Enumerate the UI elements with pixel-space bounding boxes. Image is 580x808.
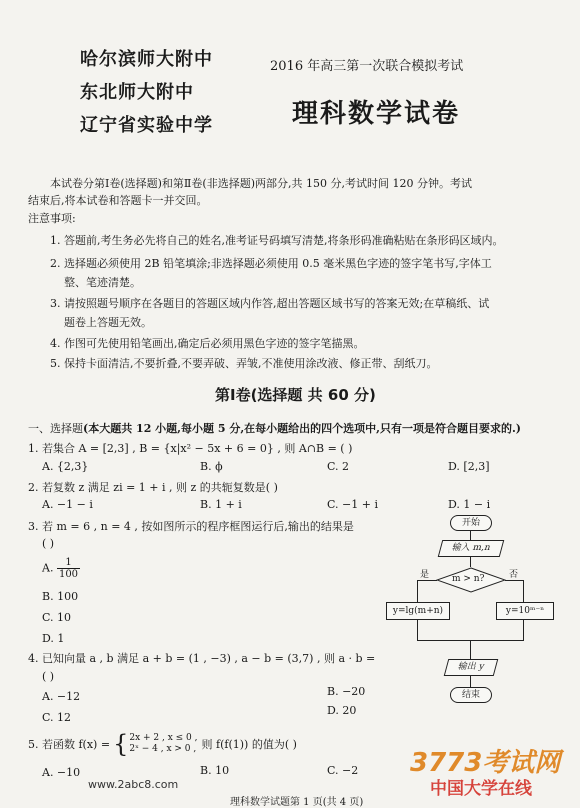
q4-option-c: C. 12: [42, 711, 72, 724]
flow-input: 输入 m,n: [438, 540, 505, 557]
q1-option-b: B. ϕ: [200, 460, 223, 473]
subject-title: 理科数学试卷: [292, 99, 461, 129]
flow-branch-right-down: [523, 580, 524, 602]
q2-option-c: C. −1 + i: [327, 498, 378, 511]
flow-merge-left: [417, 619, 418, 640]
q3-option-a-fraction: [57, 557, 80, 580]
q2-option-b: B. 1 + i: [200, 498, 242, 511]
flow-end: 结束: [450, 687, 492, 703]
flow-merge-right: [523, 619, 524, 640]
q3-option-a: [42, 557, 80, 580]
q5-brace: {: [113, 730, 129, 758]
q4-paren: ( ): [42, 670, 55, 683]
q3-option-b: B. 100: [42, 590, 79, 603]
q5-option-c: C. −2: [327, 764, 359, 777]
q3-option-a-prefix: A.: [42, 561, 54, 575]
school-name-3: 辽宁省实验中学: [80, 115, 213, 136]
q5-case-2: 2ˣ − 4 , x > 0 ,: [129, 744, 197, 754]
flow-yes-label: 是: [420, 570, 430, 580]
school-name-1: 哈尔滨师大附中: [80, 49, 213, 70]
instruction-prefix: 一、选择题: [28, 422, 83, 435]
watermark-brand: 3773考试网: [410, 748, 561, 778]
q3-option-c: C. 10: [42, 611, 72, 624]
q5-stem-suffix: 则 f(f(1)) 的值为( ): [201, 738, 297, 751]
q2-stem: 2. 若复数 z 满足 zi = 1 + i , 则 z 的共轭复数是( ): [28, 481, 278, 494]
flow-arrow: [470, 675, 471, 687]
section-title: 第Ⅰ卷(选择题 共 60 分): [215, 386, 376, 404]
q5-stem-prefix: 5. 若函数 f(x) =: [28, 738, 111, 751]
flow-arrow: [470, 556, 471, 567]
q5-cases: [129, 733, 197, 755]
flow-output: 输出 y: [444, 659, 499, 676]
q1-option-c: C. 2: [327, 460, 350, 473]
watermark-url: www.2abc8.com: [88, 778, 179, 791]
q3-paren: ( ): [42, 537, 55, 550]
q4-stem: 4. 已知向量 a , b 满足 a + b = (1 , −3) , a − b = (3,7) , 则 a · b =: [28, 652, 376, 665]
flow-start: 开始: [450, 515, 492, 531]
q5-stem: [28, 732, 297, 756]
q4-option-a: A. −12: [42, 690, 81, 703]
instruction-body: (本大题共 12 小题,每小题 5 分,在每小题给出的四个选项中,只有一项是符合题目要求的.): [83, 422, 522, 435]
flow-arrow: [470, 640, 471, 659]
q3-stem: 3. 若 m = 6 , n = 4 , 按如图所示的程序框图运行后,输出的结果是: [28, 520, 354, 533]
notes-label: 注意事项:: [28, 212, 76, 225]
flow-no-label: 否: [509, 570, 519, 580]
q1-option-a: A. {2,3}: [42, 460, 89, 473]
q3-option-d: D. 1: [42, 632, 65, 645]
q2-option-a: A. −1 − i: [42, 498, 93, 511]
q5-option-a: A. −10: [42, 766, 81, 779]
flow-branch-right: [505, 580, 524, 581]
flow-branch-left: [417, 580, 437, 581]
note-5: 5. 保持卡面清洁,不要折叠,不要弄破、弄皱,不准使用涂改液、修正带、刮纸刀。: [50, 357, 438, 370]
q1-option-d: D. [2,3]: [448, 460, 490, 473]
note-2: 2. 选择题必须使用 2B 铅笔填涂;非选择题必须使用 0.5 毫米黑色字迹的签字笔书写,字体工: [50, 257, 492, 270]
fraction-denominator: 100: [58, 569, 79, 580]
note-3-cont: 题卷上答题无效。: [64, 316, 152, 329]
watermark-cn: 中国大学在线: [430, 779, 532, 799]
q5-option-b: B. 10: [200, 764, 230, 777]
exam-name: 2016 年高三第一次联合模拟考试: [270, 59, 464, 74]
flow-box-right: y=10ᵐ⁻ⁿ: [496, 602, 554, 620]
note-3: 3. 请按照题号顺序在各题目的答题区域内作答,超出答题区域书写的答案无效;在草稿纸、试: [50, 297, 490, 310]
q2-option-d: D. 1 − i: [448, 498, 491, 511]
note-4: 4. 作图可先使用铅笔画出,确定后必须用黑色字迹的签字笔描黑。: [50, 337, 365, 350]
flow-arrow: [470, 530, 471, 540]
flow-branch-left-down: [417, 580, 418, 602]
intro-line-1: 本试卷分第Ⅰ卷(选择题)和第Ⅱ卷(非选择题)两部分,共 150 分,考试时间 120 分钟。考试: [50, 177, 472, 190]
section-instruction: [28, 420, 521, 436]
q4-option-d: D. 20: [327, 704, 357, 717]
page-info: 理科数学试题第 1 页(共 4 页): [230, 797, 364, 808]
flow-box-left: y=lg(m+n): [386, 602, 450, 620]
flow-decision: m > n?: [452, 574, 485, 584]
q4-option-b: B. −20: [327, 685, 366, 698]
fraction-numerator: 1: [57, 557, 80, 569]
note-1: 1. 答题前,考生务必先将自己的姓名,准考证号码填写清楚,将条形码准确粘贴在条形码区域内。: [50, 234, 504, 247]
intro-line-2: 结束后,将本试卷和答题卡一并交回。: [28, 194, 208, 207]
q5-case-1: 2x + 2 , x ≤ 0 ,: [129, 733, 198, 743]
q1-stem: 1. 若集合 A = [2,3] , B = {x|x² − 5x + 6 = 0} , 则 A∩B = ( ): [28, 442, 353, 455]
note-2-cont: 整、笔迹清楚。: [64, 276, 141, 289]
school-name-2: 东北师大附中: [80, 82, 194, 103]
